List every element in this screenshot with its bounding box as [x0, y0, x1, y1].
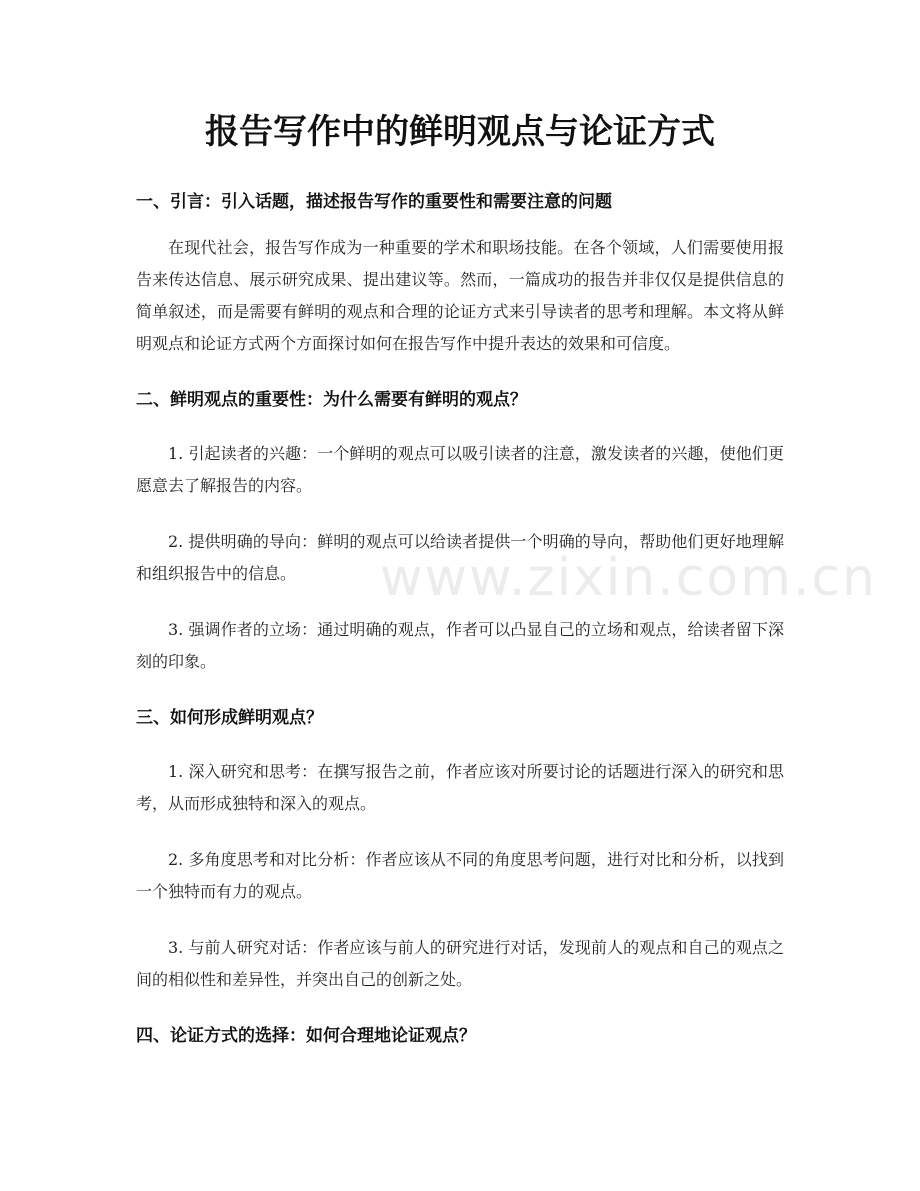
list-item: 1. 深入研究和思考：在撰写报告之前，作者应该对所要讨论的话题进行深入的研究和思考，从而形成独特和深入的观点。 — [136, 762, 784, 813]
intro-paragraph: 在现代社会，报告写作成为一种重要的学术和职场技能。在各个领域，人们需要使用报告来传达信息、展示研究成果、提出建议等。然而，一篇成功的报告并非仅仅是提供信息的简单叙述，而是需要有鲜明的观点和合理的论证方式来引导读者的思考和理解。本文将从鲜明观点和论证方式两个方面探讨如何在报告写作中提升表达的效果和可信度。 — [136, 238, 784, 353]
document-body — [136, 186, 877, 1052]
list-item: 3. 强调作者的立场：通过明确的观点，作者可以凸显自己的立场和观点，给读者留下深刻的印象。 — [136, 620, 784, 671]
list-item: 3. 与前人研究对话：作者应该与前人的研究进行对话，发现前人的观点和自己的观点之间的相似性和差异性，并突出自己的创新之处。 — [136, 938, 784, 989]
section-heading-argument: 四、论证方式的选择：如何合理地论证观点？ — [136, 1026, 476, 1046]
section-heading-forming: 三、如何形成鲜明观点？ — [136, 708, 323, 728]
list-item: 2. 提供明确的导向：鲜明的观点可以给读者提供一个明确的导向，帮助他们更好地理解和组织报告中的信息。 — [136, 532, 784, 583]
watermark: www.zixin.com.cn — [380, 548, 877, 608]
section-heading-intro: 一、引言：引入话题，描述报告写作的重要性和需要注意的问题 — [136, 192, 612, 212]
section-heading-importance: 二、鲜明观点的重要性：为什么需要有鲜明的观点？ — [136, 390, 527, 410]
list-item: 1. 引起读者的兴趣：一个鲜明的观点可以吸引读者的注意，激发读者的兴趣，使他们更愿意去了解报告的内容。 — [136, 444, 784, 495]
list-item: 2. 多角度思考和对比分析：作者应该从不同的角度思考问题，进行对比和分析，以找到一个独特而有力的观点。 — [136, 850, 784, 901]
document-title: 报告写作中的鲜明观点与论证方式 — [205, 112, 715, 152]
